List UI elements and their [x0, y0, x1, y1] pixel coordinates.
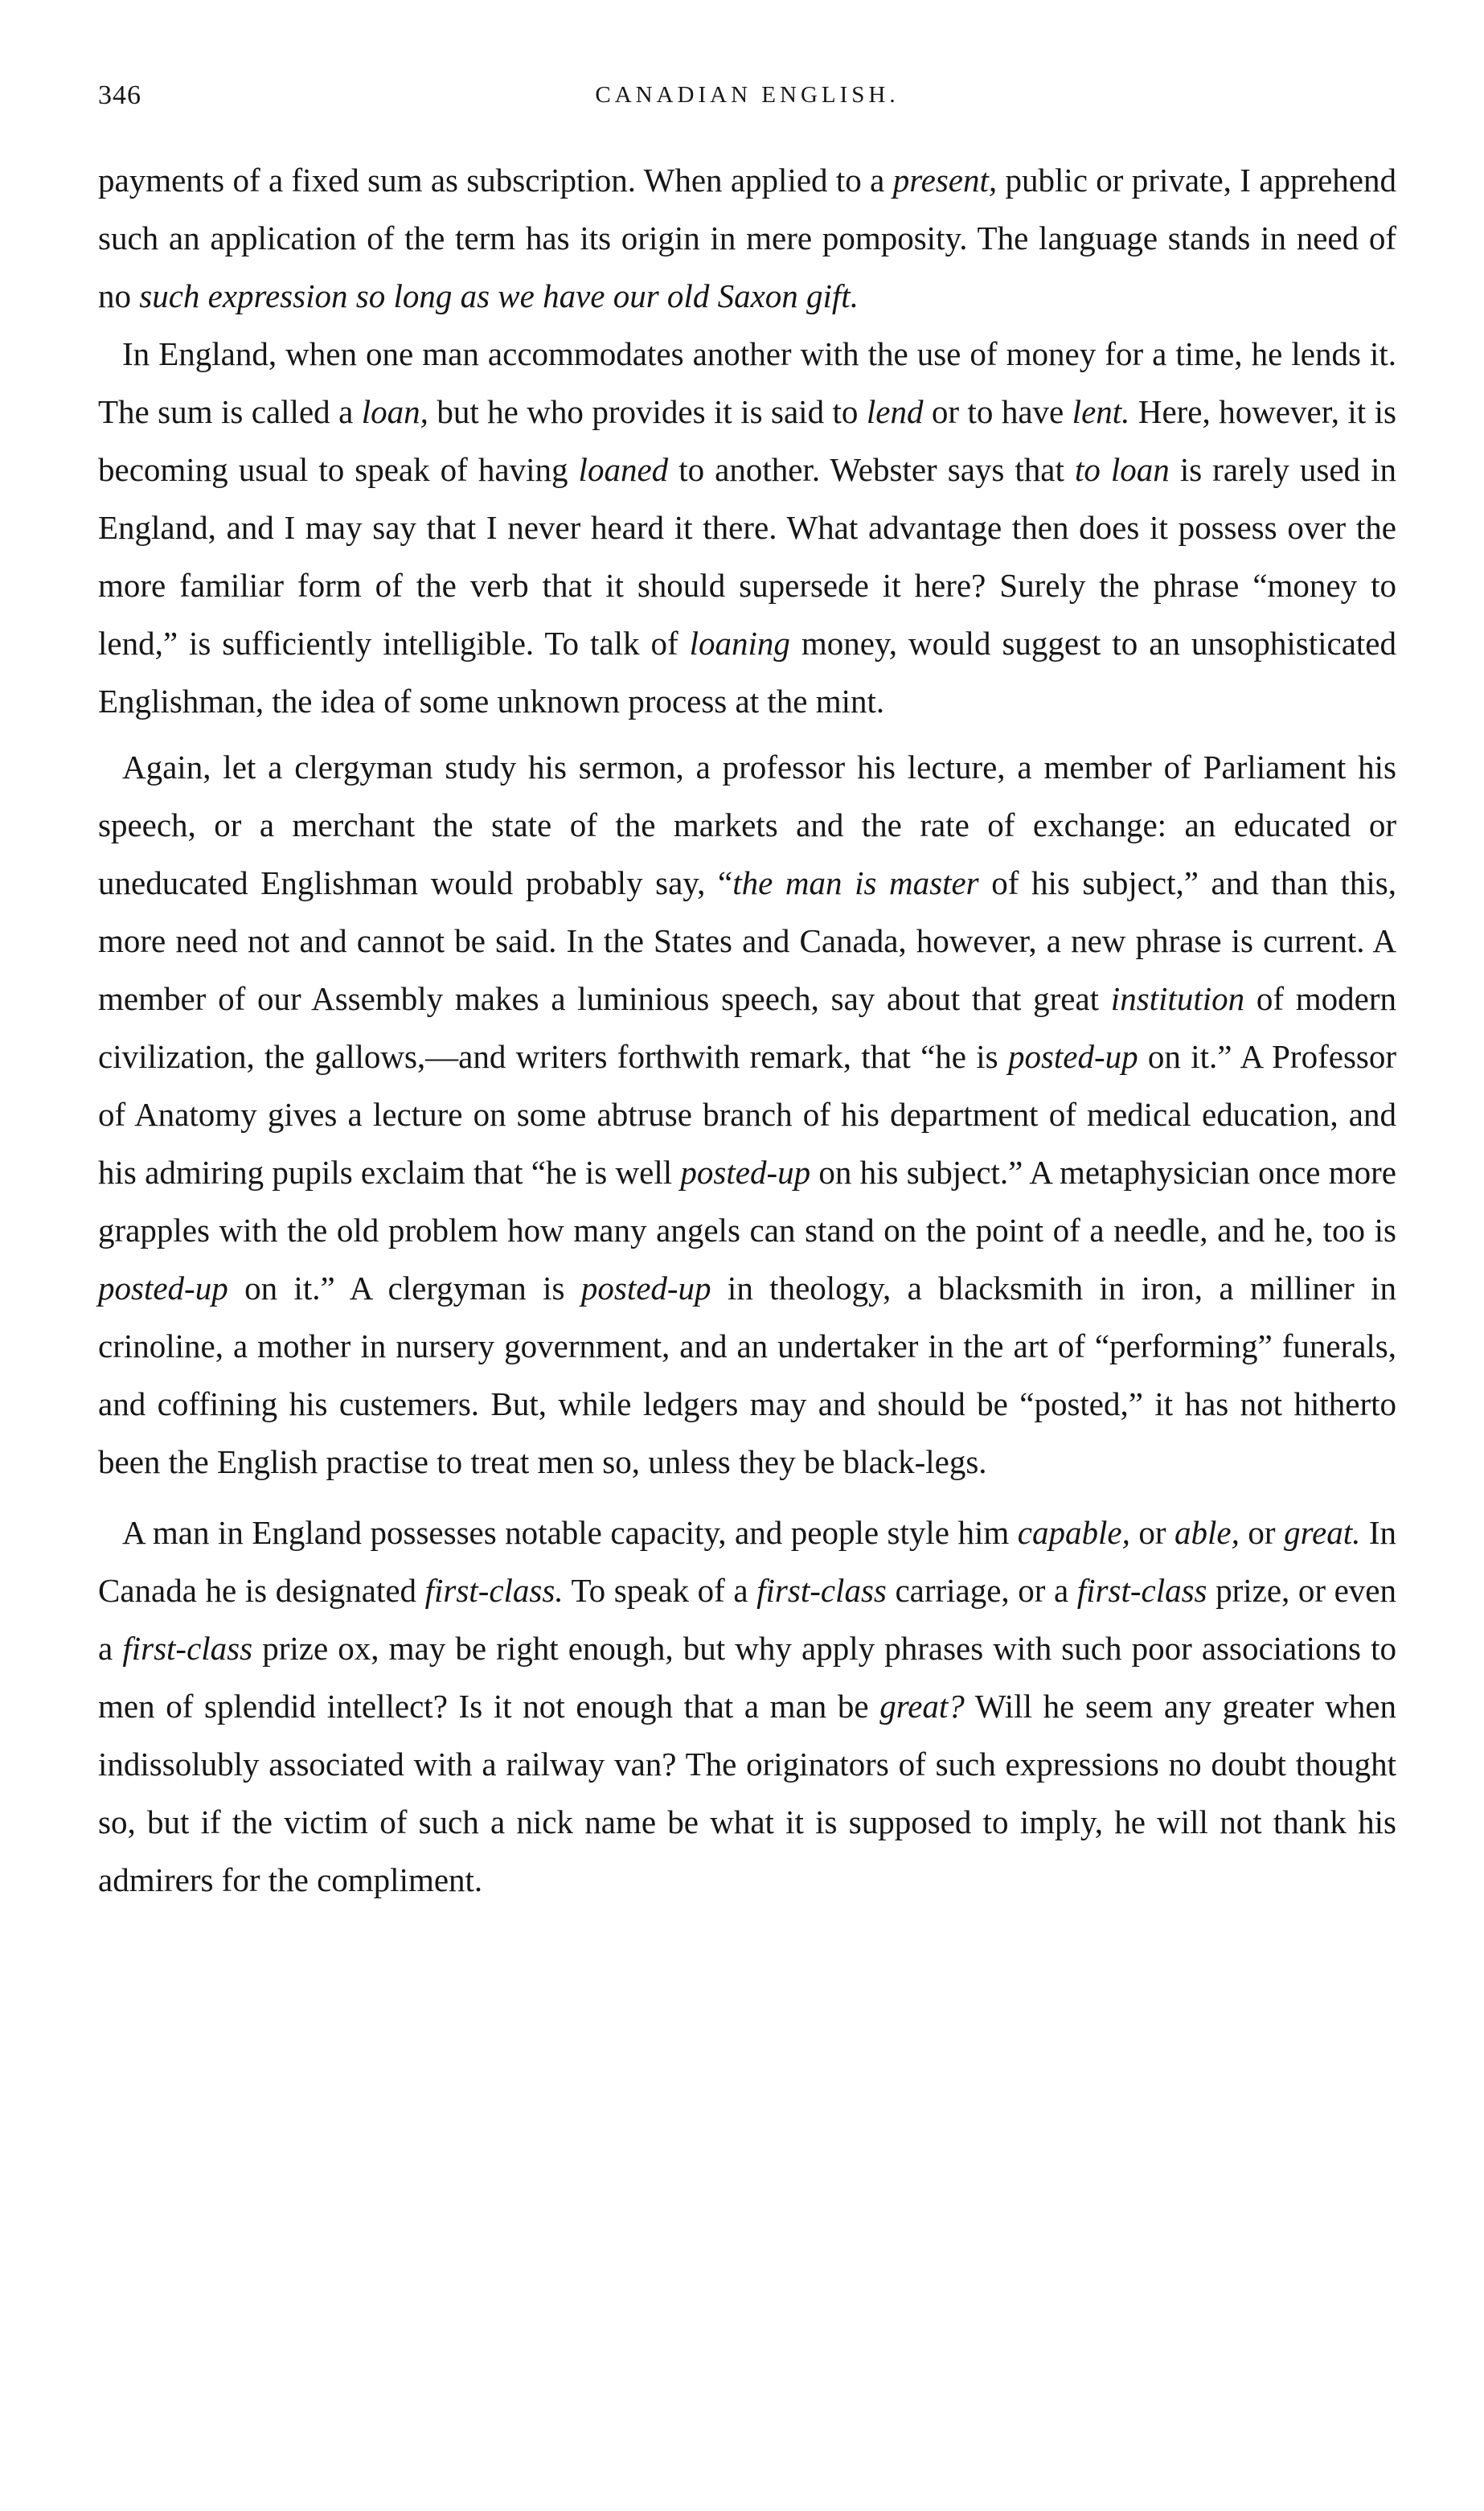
italic-run: present,: [892, 162, 998, 199]
italic-run: capable,: [1017, 1514, 1130, 1551]
text-run: In Canada he is designated: [98, 1514, 1397, 1609]
italic-run: lent.: [1072, 393, 1130, 430]
italic-run: first-class: [122, 1630, 253, 1667]
text-run: money, would suggest to an unsophisticated Englishman, the idea of some unknown process at the mint.: [98, 625, 1396, 720]
text-run: of his subject,” and than this, more need not and cannot be said. In the States and Canada, however, a new phrase is current. A member of our Assembly makes a luminious speech, say about that great: [98, 864, 1397, 1017]
text-run: but he who provides it is said to: [428, 393, 867, 430]
text-run: on his subject.” A metaphysician once more grapples with the old problem how many angels can stand on the point of a needle, and he, too is: [98, 1154, 1397, 1249]
book-page: [98, 80, 1396, 1909]
text-run: on it.” A Professor of Anatomy gives a lecture on some abtruse branch of his department of medical education, and his admiring pupils exclaim that “he is well: [98, 1038, 1397, 1191]
italic-run: loaning: [689, 625, 790, 662]
text-run: prize, or even a: [98, 1572, 1396, 1667]
page-header: [98, 80, 1396, 129]
italic-run: first-class: [756, 1572, 887, 1609]
italic-run: loaned: [578, 451, 669, 488]
paragraph-first-class: [98, 1504, 1396, 1909]
italic-run: posted-up: [98, 1270, 228, 1307]
text-run: A man in England possesses notable capacity, and people style him: [122, 1514, 1018, 1551]
italic-run: loan,: [361, 393, 428, 430]
italic-run: first-class: [1076, 1572, 1207, 1609]
italic-run: the man is master: [732, 864, 979, 901]
text-run: of modern civilization, the gallows,—and writers forthwith remark, that “he is: [98, 980, 1397, 1075]
text-run: Again, let a clergyman study his sermon, a professor his lecture, a member of Parliament his speech, or a merchant the state of the markets and the rate of exchange: an educated or uneducated Englishman would probably say, “: [98, 749, 1396, 901]
text-run: Here, however, it is becoming usual to speak of having: [98, 393, 1396, 488]
text-run: to another. Webster says that: [668, 451, 1075, 488]
italic-run: great?: [879, 1688, 965, 1725]
text-run: prize ox, may be right enough, but why apply phrases with such poor associations to men of splendid intellect? Is it not enough that a man be: [98, 1630, 1396, 1725]
text-run: or: [1129, 1514, 1175, 1551]
text-run: or to have: [923, 393, 1072, 430]
paragraph-posted-up: [98, 738, 1396, 1491]
italic-run: to loan: [1074, 451, 1170, 488]
text-run: or: [1239, 1514, 1285, 1551]
italic-run: posted-up: [580, 1270, 711, 1307]
paragraph-gift: [98, 151, 1396, 325]
running-title: CANADIAN ENGLISH.: [595, 82, 900, 108]
text-run: carriage, or a: [886, 1572, 1077, 1609]
text-run: Will he seem any greater when indissolubly associated with a railway van? The originators of such expressions no doubt thought so, but if the victim of such a nick name be what it is supposed to imply, he will not thank his admirers for the compliment.: [98, 1688, 1396, 1898]
italic-run: institution: [1110, 980, 1245, 1017]
text-run: in theology, a blacksmith in iron, a milliner in crinoline, a mother in nursery government, and an undertaker in the art of “performing” funerals, and coffining his custemers. But, while ledgers may and should be “posted,” it has not hitherto been the English practise to treat men so, unless they be black-legs.: [98, 1270, 1397, 1480]
italic-run: first-class.: [424, 1572, 564, 1609]
text-run: public or private, I apprehend such an application of the term has its origin in mere pomposity. The language stands in need of no: [98, 162, 1396, 314]
italic-run: lend: [866, 393, 924, 430]
text-run: on it.” A clergyman is: [228, 1270, 581, 1307]
text-run: In England, when one man accommodates another with the use of money for a time, he lends it. The sum is called a: [98, 335, 1396, 430]
italic-run: able,: [1174, 1514, 1240, 1551]
italic-run: posted-up: [1007, 1038, 1138, 1075]
text-run: payments of a fixed sum as subscription. When applied to a: [98, 162, 893, 199]
body-text: [98, 151, 1396, 1909]
text-run: To speak of a: [563, 1572, 757, 1609]
page-number: 346: [98, 80, 141, 110]
italic-run: such expression so long as we have our old Saxon gift.: [139, 277, 859, 314]
text-run: is rarely used in England, and I may say that I never heard it there. What advantage then does it possess over the more familiar form of the verb that it should supersede it here? Surely the phrase “money to lend,” is sufficiently intelligible. To talk of: [98, 451, 1396, 662]
paragraph-loan: [98, 325, 1396, 730]
italic-run: posted-up: [680, 1154, 811, 1191]
italic-run: great.: [1284, 1514, 1361, 1551]
